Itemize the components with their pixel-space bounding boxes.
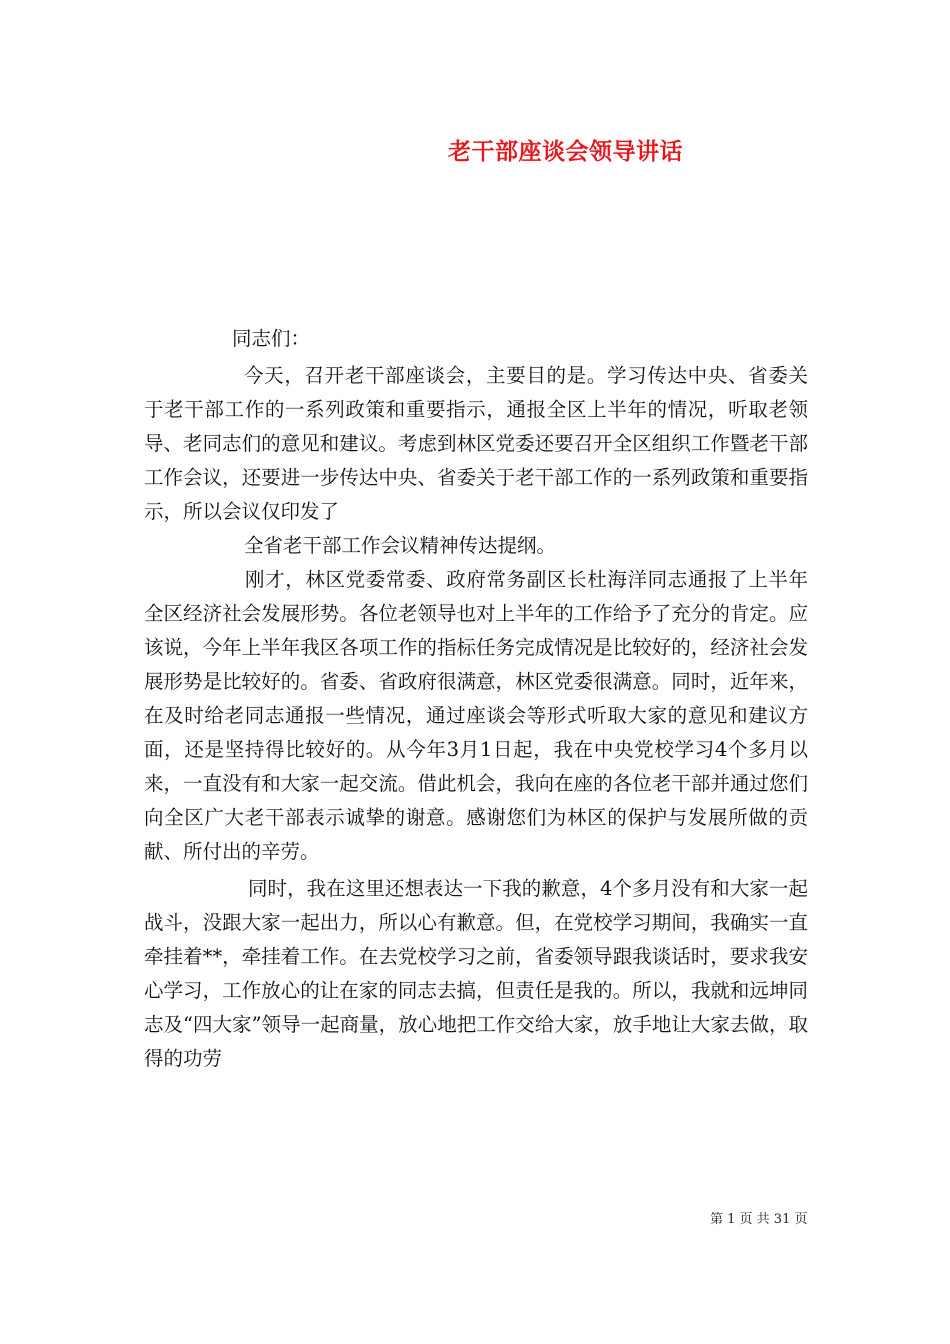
page-number-footer: 第 1 页 共 31 页 bbox=[710, 1212, 808, 1227]
paragraph-4: 同时，我在这里还想表达一下我的歉意，4个多月没有和大家一起战斗，没跟大家一起出力，所以心有歉意。但，在党校学习期间，我确实一直牵挂着**，牵挂着工作。在去党校学习之前，省委领导跟我谈话时，要求我安心学习，工作放心的让在家的同志去搞，但责任是我的。所以，我就和远坤同志及“四大家”领导一起商量，放心地把工作交给大家，放手地让大家去做，取得的功劳 bbox=[144, 877, 808, 1070]
salutation: 同志们： bbox=[232, 327, 311, 350]
paragraph-3: 刚才，林区党委常委、政府常务副区长杜海洋同志通报了上半年全区经济社会发展形势。各位老领导也对上半年的工作给予了充分的肯定。应该说，今年上半年我区各项工作的指标任务完成情况是比较好的，经济社会发展形势是比较好的。省委、省政府很满意，林区党委很满意。同时，近年来，在及时给老同志通报一些情况，通过座谈会等形式听取大家的意见和建议方面，还是坚持得比较好的。从今年3月1日起，我在中央党校学习4个多月以来，一直没有和大家一起交流。借此机会，我向在座的各位老干部并通过您们向全区广大老干部表示诚挚的谢意。感谢您们为林区的保护与发展所做的贡献、所付出的辛劳。 bbox=[144, 568, 808, 863]
document-body bbox=[144, 322, 808, 1076]
document-title: 老干部座谈会领导讲话 bbox=[448, 138, 683, 165]
paragraph-2: 全省老干部工作会议精神传达提纲。 bbox=[244, 534, 557, 557]
paragraph-1: 今天，召开老干部座谈会，主要目的是。学习传达中央、省委关于老干部工作的一系列政策和重要指示，通报全区上半年的情况，听取老领导、老同志们的意见和建议。考虑到林区党委还要召开全区组织工作暨老干部工作会议，还要进一步传达中央、省委关于老干部工作的一系列政策和重要指示，所以会议仅印发了 bbox=[144, 364, 808, 523]
